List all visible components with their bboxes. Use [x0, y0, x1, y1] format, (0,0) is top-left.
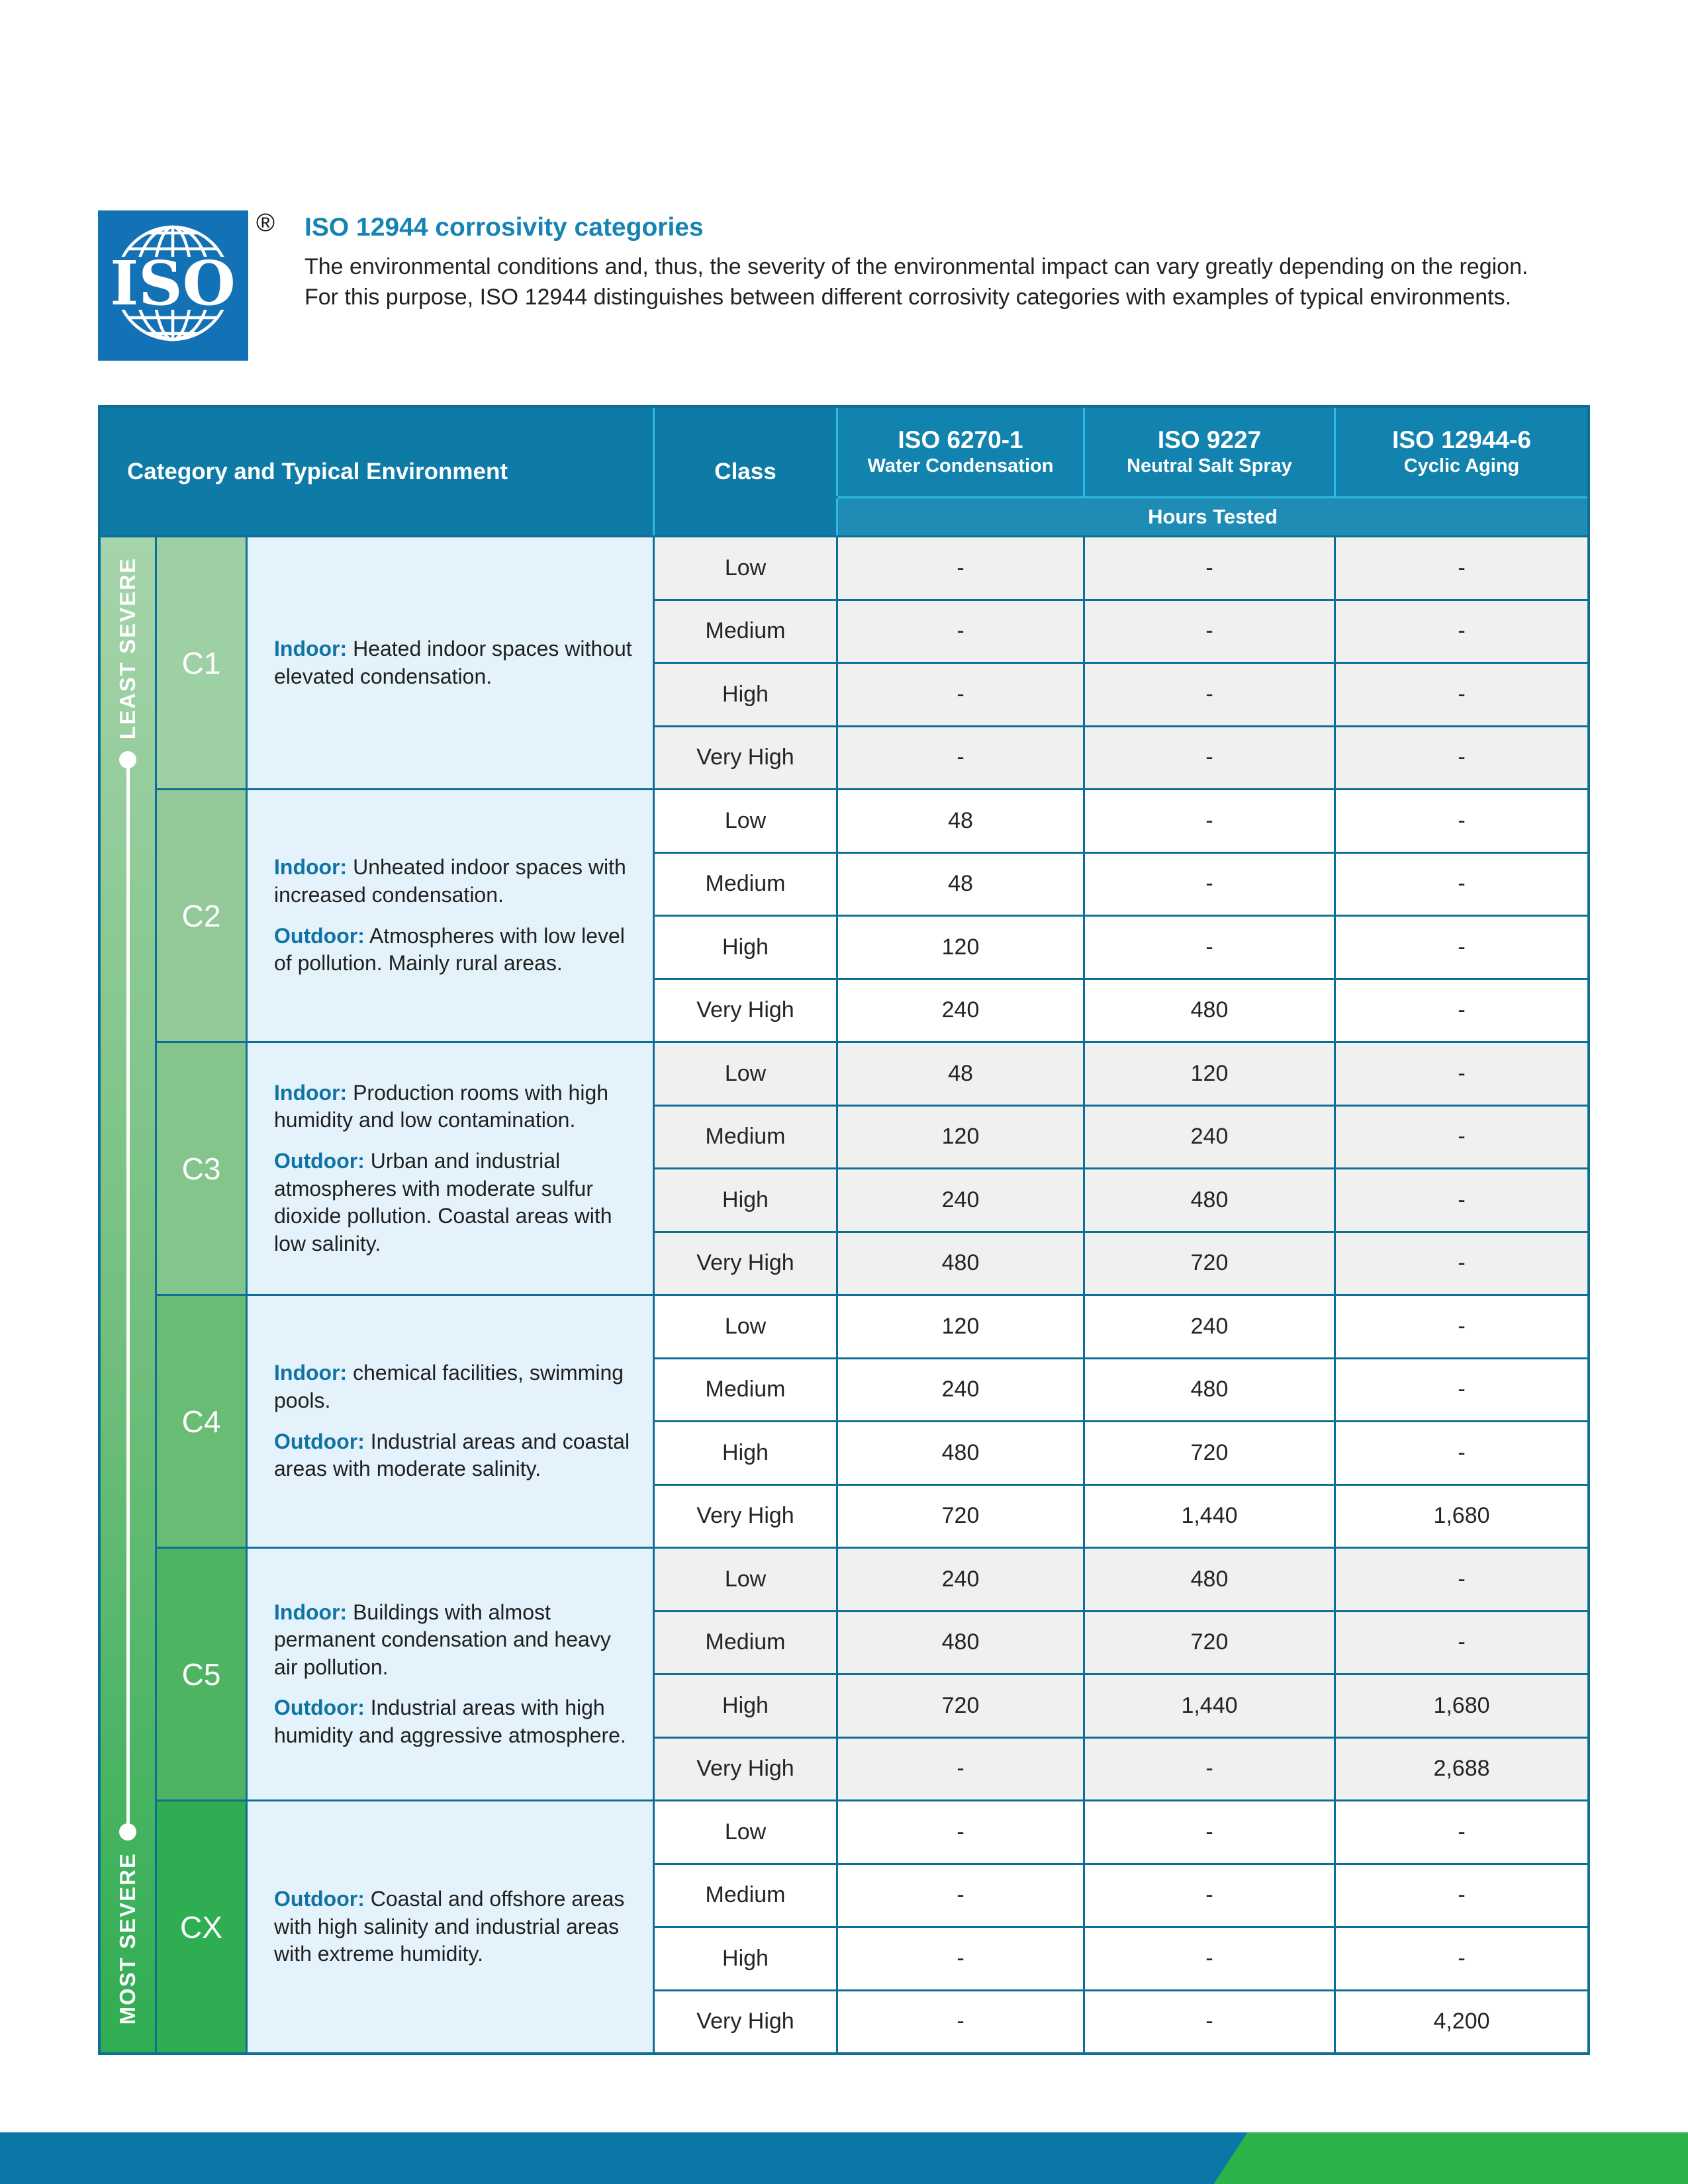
- environment-label: Outdoor:: [274, 1887, 365, 1911]
- category-cell-C2: C2: [157, 790, 246, 1041]
- environment-text: [274, 1359, 634, 1414]
- class-cell-C1: High: [655, 664, 836, 725]
- class-cell-CX: High: [655, 1928, 836, 1989]
- registered-trademark-icon: ®: [256, 209, 275, 237]
- value-cell-C1: -: [838, 727, 1083, 789]
- class-cell-C4: Low: [655, 1296, 836, 1357]
- value-cell-C2: -: [1085, 790, 1334, 852]
- most-severe-label: MOST SEVERE: [115, 1852, 140, 2025]
- table-body: [101, 537, 1587, 2052]
- class-cell-C1: Low: [655, 537, 836, 599]
- class-cell-CX: Very High: [655, 1991, 836, 2053]
- class-cell-C2: Medium: [655, 854, 836, 915]
- class-cell-C3: Very High: [655, 1233, 836, 1295]
- class-cell-C3: Low: [655, 1043, 836, 1105]
- corrosivity-table: [98, 405, 1590, 2055]
- value-cell-C2: 480: [1085, 980, 1334, 1042]
- class-cell-CX: Medium: [655, 1865, 836, 1927]
- environment-cell-C1: [248, 537, 653, 788]
- value-cell-C5: 240: [838, 1549, 1083, 1610]
- value-cell-C4: 720: [838, 1486, 1083, 1547]
- value-cell-C1: -: [1336, 537, 1587, 599]
- value-cell-C2: -: [1336, 854, 1587, 915]
- environment-text: [274, 854, 634, 909]
- environment-description: Urban and industrial atmospheres with moderate sulfur dioxide pollution. Coastal areas with low salinity.: [274, 1148, 612, 1255]
- class-cell-C4: Very High: [655, 1486, 836, 1547]
- value-cell-C3: 120: [1085, 1043, 1334, 1105]
- category-cell-C3: C3: [157, 1043, 246, 1294]
- value-cell-C1: -: [838, 537, 1083, 599]
- value-cell-C2: 48: [838, 790, 1083, 852]
- column-header-subtitle: Water Condensation: [867, 455, 1054, 477]
- environment-description: Buildings with almost permanent condensation and heavy air pollution.: [274, 1600, 611, 1679]
- value-cell-C4: -: [1336, 1359, 1587, 1421]
- value-cell-C3: 720: [1085, 1233, 1334, 1295]
- column-header-iso-12944-6: [1336, 408, 1587, 496]
- category-cell-C1: C1: [157, 537, 246, 788]
- value-cell-C4: 1,440: [1085, 1486, 1334, 1547]
- class-cell-C1: Very High: [655, 727, 836, 789]
- value-cell-C1: -: [1085, 664, 1334, 725]
- severity-rail: [119, 751, 136, 1840]
- value-cell-C4: 720: [1085, 1422, 1334, 1484]
- environment-label: Outdoor:: [274, 1696, 365, 1720]
- page-title: ISO 12944 corrosivity categories: [305, 213, 704, 242]
- environment-cell-C5: [248, 1549, 653, 1799]
- value-cell-C1: -: [838, 664, 1083, 725]
- value-cell-C5: 1,440: [1085, 1675, 1334, 1737]
- class-cell-C2: Low: [655, 790, 836, 852]
- severity-rail-dot: [119, 1823, 136, 1841]
- value-cell-C2: 48: [838, 854, 1083, 915]
- class-cell-C5: Very High: [655, 1739, 836, 1800]
- value-cell-C2: 120: [838, 917, 1083, 978]
- least-severe-label: LEAST SEVERE: [115, 557, 140, 740]
- class-cell-C5: Medium: [655, 1612, 836, 1674]
- footer-stripe-green: [0, 2132, 1688, 2184]
- value-cell-C1: -: [1085, 537, 1334, 599]
- severity-rail-line: [126, 768, 130, 1823]
- environment-description: Unheated indoor spaces with increased condensation.: [274, 855, 626, 907]
- environment-cell-C3: [248, 1043, 653, 1294]
- column-header-class: Class: [655, 408, 836, 535]
- class-cell-C4: Medium: [655, 1359, 836, 1421]
- column-header-subtitle: Cyclic Aging: [1403, 455, 1520, 477]
- environment-text: [274, 635, 634, 690]
- value-cell-C5: 720: [1085, 1612, 1334, 1674]
- value-cell-C4: 120: [838, 1296, 1083, 1357]
- class-cell-C3: Medium: [655, 1107, 836, 1168]
- value-cell-C2: -: [1336, 917, 1587, 978]
- value-cell-CX: -: [1336, 1928, 1587, 1989]
- value-cell-C4: 240: [1085, 1296, 1334, 1357]
- environment-description: chemical facilities, swimming pools.: [274, 1361, 624, 1412]
- environment-description: Industrial areas and coastal areas with moderate salinity.: [274, 1429, 630, 1481]
- class-cell-C1: Medium: [655, 601, 836, 662]
- value-cell-CX: -: [1085, 1865, 1334, 1927]
- severity-scale: [101, 537, 155, 2052]
- environment-label: Indoor:: [274, 1600, 348, 1624]
- value-cell-C4: 480: [1085, 1359, 1334, 1421]
- value-cell-C3: 480: [1085, 1169, 1334, 1231]
- environment-label: Outdoor:: [274, 923, 365, 948]
- value-cell-C3: -: [1336, 1043, 1587, 1105]
- environment-text: [274, 1694, 634, 1749]
- value-cell-C5: -: [1336, 1612, 1587, 1674]
- value-cell-C2: -: [1336, 980, 1587, 1042]
- value-cell-C5: -: [1085, 1739, 1334, 1800]
- column-header-iso-6270-1: [838, 408, 1083, 496]
- environment-description: Coastal and offshore areas with high salinity and industrial areas with extreme humidity.: [274, 1887, 625, 1966]
- class-cell-C2: Very High: [655, 980, 836, 1042]
- value-cell-C2: -: [1336, 790, 1587, 852]
- environment-text: [274, 1599, 634, 1682]
- value-cell-CX: -: [1085, 1928, 1334, 1989]
- environment-description: Industrial areas with high humidity and aggressive atmosphere.: [274, 1696, 626, 1747]
- iso-logo-text: ISO: [110, 248, 236, 319]
- environment-text: [274, 1079, 634, 1134]
- column-header-subtitle: Neutral Salt Spray: [1127, 455, 1292, 477]
- value-cell-CX: -: [1336, 1865, 1587, 1927]
- class-cell-C4: High: [655, 1422, 836, 1484]
- value-cell-CX: 4,200: [1336, 1991, 1587, 2053]
- environment-label: Outdoor:: [274, 1429, 365, 1453]
- value-cell-C4: 1,680: [1336, 1486, 1587, 1547]
- value-cell-C5: 720: [838, 1675, 1083, 1737]
- environment-cell-C4: [248, 1296, 653, 1547]
- class-cell-C2: High: [655, 917, 836, 978]
- value-cell-C3: -: [1336, 1233, 1587, 1295]
- value-cell-C4: -: [1336, 1422, 1587, 1484]
- value-cell-CX: -: [838, 1865, 1083, 1927]
- value-cell-C5: 1,680: [1336, 1675, 1587, 1737]
- value-cell-CX: -: [1085, 1801, 1334, 1863]
- environment-label: Indoor:: [274, 1361, 348, 1385]
- iso-logo: [98, 210, 248, 361]
- value-cell-C4: -: [1336, 1296, 1587, 1357]
- value-cell-C1: -: [1085, 727, 1334, 789]
- environment-description: Production rooms with high humidity and low contamination.: [274, 1080, 609, 1132]
- environment-text: [274, 923, 634, 978]
- column-header-hours-tested: Hours Tested: [838, 498, 1587, 535]
- column-header-title: ISO 12944-6: [1392, 426, 1531, 454]
- value-cell-C5: 480: [1085, 1549, 1334, 1610]
- value-cell-C3: 240: [838, 1169, 1083, 1231]
- value-cell-C5: 2,688: [1336, 1739, 1587, 1800]
- value-cell-CX: -: [838, 1928, 1083, 1989]
- value-cell-C3: 120: [838, 1107, 1083, 1168]
- class-cell-CX: Low: [655, 1801, 836, 1863]
- category-cell-C5: C5: [157, 1549, 246, 1799]
- class-cell-C3: High: [655, 1169, 836, 1231]
- environment-label: Indoor:: [274, 1080, 348, 1105]
- environment-label: Indoor:: [274, 636, 348, 660]
- class-cell-C5: High: [655, 1675, 836, 1737]
- column-header-category: Category and Typical Environment: [101, 408, 653, 535]
- environment-text: [274, 1428, 634, 1483]
- value-cell-C3: -: [1336, 1107, 1587, 1168]
- category-cell-CX: CX: [157, 1801, 246, 2052]
- value-cell-C1: -: [1085, 601, 1334, 662]
- value-cell-C1: -: [838, 601, 1083, 662]
- value-cell-C3: 240: [1085, 1107, 1334, 1168]
- environment-cell-C2: [248, 790, 653, 1041]
- value-cell-C2: -: [1085, 917, 1334, 978]
- value-cell-CX: -: [838, 1801, 1083, 1863]
- environment-description: Heated indoor spaces without elevated condensation.: [274, 636, 632, 688]
- value-cell-C2: -: [1085, 854, 1334, 915]
- value-cell-CX: -: [1336, 1801, 1587, 1863]
- value-cell-C3: 48: [838, 1043, 1083, 1105]
- footer-stripe-blue: [0, 2132, 1688, 2184]
- value-cell-C4: 240: [838, 1359, 1083, 1421]
- value-cell-C1: -: [1336, 664, 1587, 725]
- table-header: [101, 408, 1587, 535]
- value-cell-C3: -: [1336, 1169, 1587, 1231]
- class-cell-C5: Low: [655, 1549, 836, 1610]
- column-header-title: ISO 9227: [1157, 426, 1262, 454]
- environment-label: Outdoor:: [274, 1148, 365, 1173]
- environment-text: [274, 1886, 634, 1968]
- value-cell-C1: -: [1336, 601, 1587, 662]
- value-cell-C5: 480: [838, 1612, 1083, 1674]
- globe-icon: [98, 210, 248, 361]
- value-cell-C4: 480: [838, 1422, 1083, 1484]
- value-cell-C5: -: [1336, 1549, 1587, 1610]
- value-cell-CX: -: [838, 1991, 1083, 2053]
- environment-description: Atmospheres with low level of pollution. Mainly rural areas.: [274, 923, 625, 976]
- severity-rail-dot: [119, 751, 136, 768]
- value-cell-C3: 480: [838, 1233, 1083, 1295]
- environment-label: Indoor:: [274, 855, 348, 880]
- intro-paragraph: The environmental conditions and, thus, the severity of the environmental impact can vary greatly depending on the region. For this purpose, ISO 12944 distinguishes between different corrosivity categories with examples of typical environments.: [305, 254, 1528, 310]
- column-header-iso-9227: [1085, 408, 1334, 496]
- environment-cell-CX: [248, 1801, 653, 2052]
- category-cell-C4: C4: [157, 1296, 246, 1547]
- environment-text: [274, 1148, 634, 1257]
- value-cell-C1: -: [1336, 727, 1587, 789]
- value-cell-C2: 240: [838, 980, 1083, 1042]
- column-header-title: ISO 6270-1: [898, 426, 1023, 454]
- value-cell-C5: -: [838, 1739, 1083, 1800]
- value-cell-CX: -: [1085, 1991, 1334, 2053]
